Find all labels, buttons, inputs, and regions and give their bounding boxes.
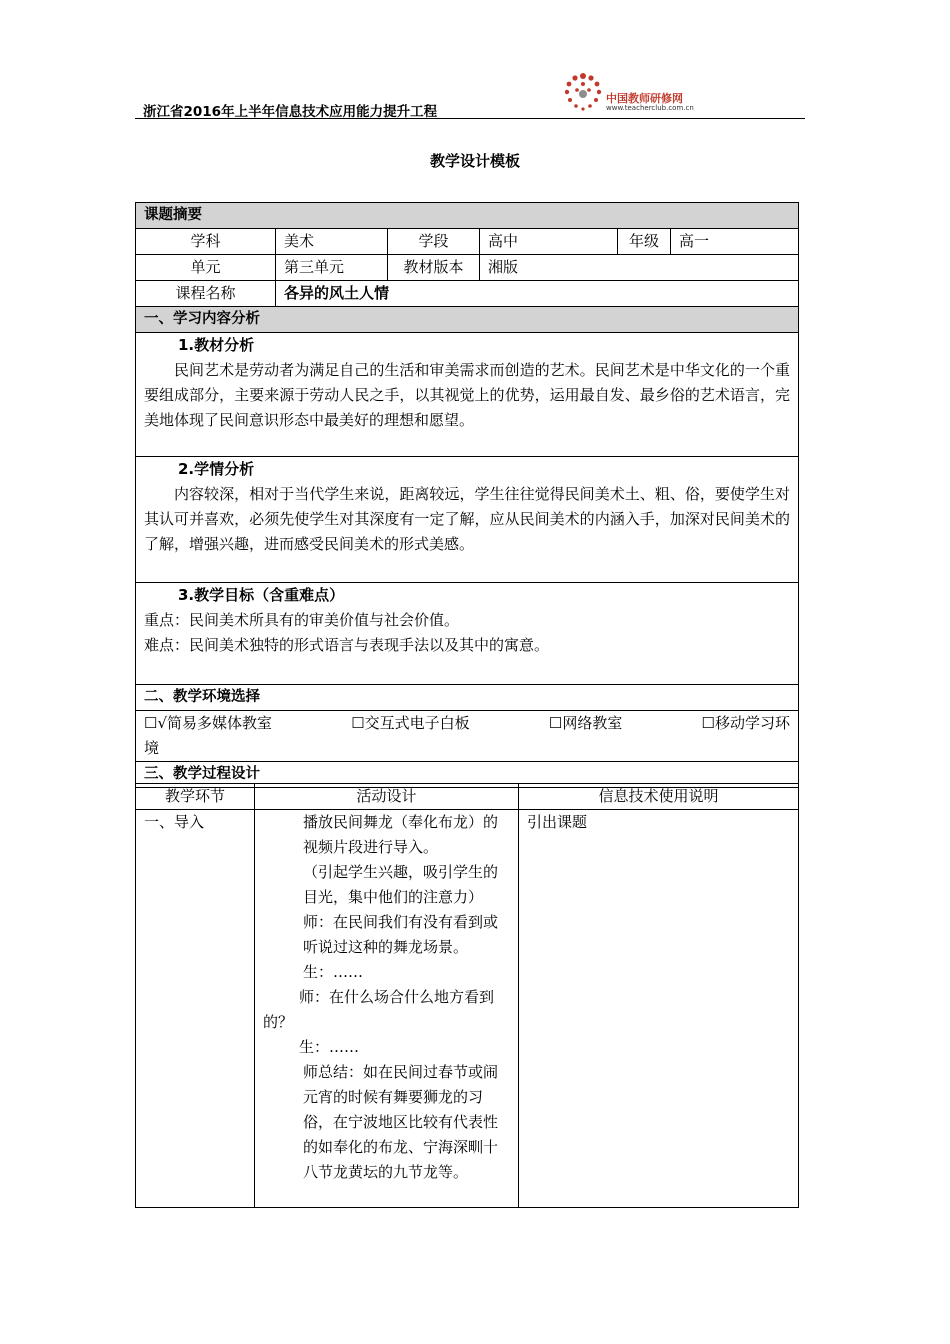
- textbook-analysis-title: 1.教材分析: [178, 336, 255, 354]
- env-option-mobile[interactable]: ☐移动学习环: [701, 714, 790, 732]
- unit-label: 单元: [136, 255, 276, 281]
- stage-value: 高中: [480, 229, 618, 255]
- col-activity-design: 活动设计: [255, 784, 519, 810]
- row1-stage: 一、导入: [136, 810, 255, 1208]
- teacherclub-logo: [562, 70, 732, 116]
- activity-line: 的？: [263, 1013, 294, 1031]
- lesson-plan-table: [135, 202, 799, 788]
- document-title: 教学设计模板: [429, 152, 520, 170]
- activity-line: 师总结：如在民间过春节或闹元宵的时候有舞要狮龙的习俗，在宁波地区比较有代表性的如奉化的布龙、宁海深甽十八节龙黄坛的九节龙等。: [303, 1063, 499, 1181]
- grade-value: 高一: [671, 229, 799, 255]
- env-option-whiteboard[interactable]: ☐交互式电子白板: [351, 714, 470, 732]
- course-value: 各异的风土人情: [276, 281, 799, 307]
- activity-line: 生：……: [299, 1038, 360, 1056]
- learner-analysis-text: 内容较深，相对于当代学生来说，距离较远，学生往往觉得民间美术土、粗、俗，要使学生对其认可并喜欢，必须先使学生对其深度有一定了解，应从民间美术的内涵入手，加深对民间美术的了解，增强兴趣，进而感受民间美术的形式美感。: [144, 485, 790, 553]
- logo-flower-icon: [562, 70, 604, 112]
- col-it-usage: 信息技术使用说明: [519, 784, 799, 810]
- activity-line: 师：在民间我们有没有看到或听说过这种的舞龙场景。: [303, 913, 499, 956]
- activity-line: 师：在什么场合什么地方看到: [299, 988, 495, 1006]
- subject-value: 美术: [276, 229, 388, 255]
- unit-value: 第三单元: [276, 255, 388, 281]
- env-option-wrap: 境: [144, 739, 160, 757]
- grade-label: 年级: [618, 229, 671, 255]
- env-option-network[interactable]: ☐网络教室: [548, 714, 623, 732]
- course-label: 课程名称: [136, 281, 276, 307]
- page-header: [135, 70, 805, 120]
- environment-options-cell: [136, 711, 799, 762]
- section-environment-heading: 二、教学环境选择: [136, 685, 799, 711]
- learner-analysis-cell: [136, 457, 799, 583]
- env-option-multimedia[interactable]: ☐√简易多媒体教室: [144, 714, 273, 732]
- textbook-analysis-cell: [136, 333, 799, 457]
- process-table: [135, 783, 799, 1208]
- edition-label: 教材版本: [388, 255, 480, 281]
- activity-line: 播放民间舞龙（奉化布龙）的视频片段进行导入。: [303, 813, 499, 856]
- learner-analysis-title: 2.学情分析: [178, 460, 255, 478]
- header-divider: [135, 118, 805, 119]
- teaching-goal-title: 3.教学目标（含重难点）: [178, 586, 345, 604]
- textbook-analysis-text: 民间艺术是劳动者为满足自己的生活和审美需求而创造的艺术。民间艺术是中华文化的一个重要组成部分，主要来源于劳动人民之手，以其视觉上的优势，运用最自发、最乡俗的艺术语言，完美地体现了民间意识形态中最美好的理想和愿望。: [144, 361, 790, 429]
- section-analysis-heading: 一、学习内容分析: [136, 307, 799, 333]
- col-teaching-stage: 教学环节: [136, 784, 255, 810]
- activity-line: （引起学生兴趣，吸引学生的目光，集中他们的注意力）: [303, 863, 499, 906]
- header-title: 浙江省2016年上半年信息技术应用能力提升工程: [143, 104, 438, 120]
- key-point: 重点：民间美术所具有的审美价值与社会价值。: [144, 611, 460, 629]
- row1-activity: [255, 810, 519, 1208]
- difficult-point: 难点：民间美术独特的形式语言与表现手法以及其中的寓意。: [144, 636, 550, 654]
- section-summary-heading: 课题摘要: [136, 203, 799, 229]
- logo-url: www.teacherclub.com.cn: [606, 104, 694, 112]
- activity-line: 生：……: [303, 963, 364, 981]
- section-process-heading: 三、教学过程设计: [136, 762, 799, 788]
- edition-value: 湘版: [480, 255, 799, 281]
- logo-name: 中国教师研修网: [606, 92, 683, 105]
- teaching-goal-cell: [136, 583, 799, 685]
- row1-it-usage: 引出课题: [519, 810, 799, 1208]
- stage-label: 学段: [388, 229, 480, 255]
- subject-label: 学科: [136, 229, 276, 255]
